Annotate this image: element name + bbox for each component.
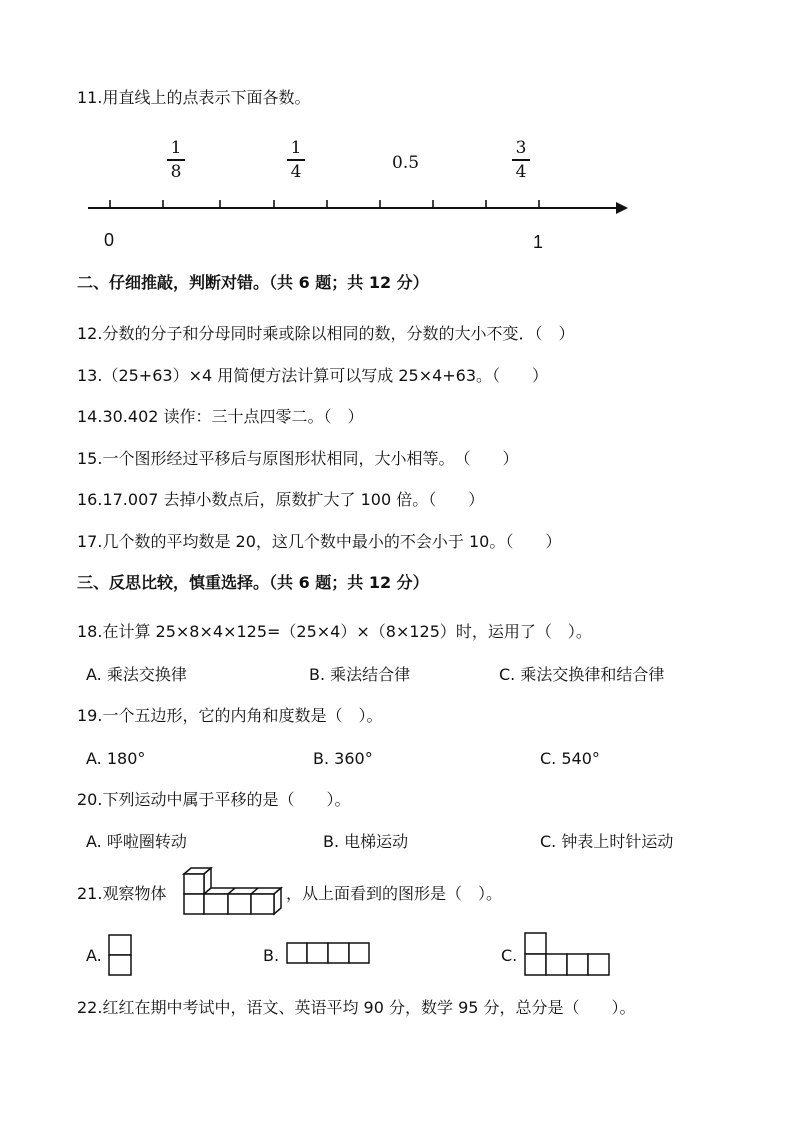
fraction-denominator: 4 xyxy=(515,161,527,182)
question-20: 20.下列运动中属于平移的是（ ）。 xyxy=(77,790,351,809)
option-a: A. xyxy=(86,946,102,965)
question-14: 14.30.402 读作：三十点四零二。（ ） xyxy=(77,407,364,426)
fraction-bar xyxy=(287,159,305,161)
question-18: 18.在计算 25×8×4×125=（25×4）×（8×125）时，运用了（ ）。 xyxy=(77,622,592,641)
fraction-numerator: 1 xyxy=(170,138,182,158)
fraction-bar xyxy=(512,159,530,161)
fraction-one-fourth xyxy=(287,138,305,182)
axis-zero-label: 0 xyxy=(104,230,115,250)
option-a: A. 180° xyxy=(86,749,146,768)
fraction-denominator: 8 xyxy=(170,161,182,182)
option-c: C. 540° xyxy=(540,749,600,768)
section-2-heading: 二、仔细推敲，判断对错。（共 6 题；共 12 分） xyxy=(77,273,429,292)
fraction-one-eighth xyxy=(167,138,185,182)
cube-front-face xyxy=(184,874,204,894)
question-16: 16.17.007 去掉小数点后，原数扩大了 100 倍。（ ） xyxy=(77,490,485,509)
option-a-figure xyxy=(107,933,134,977)
option-c: C. 钟表上时针运动 xyxy=(540,832,674,851)
option-b: B. 乘法结合律 xyxy=(309,665,411,684)
question-15: 15.一个图形经过平移后与原图形状相同，大小相等。 （ ） xyxy=(77,449,519,468)
question-13: 13.（25+63）×4 用简便方法计算可以写成 25×4+63。（ ） xyxy=(77,366,549,385)
cube-row-top-face xyxy=(204,888,281,894)
fraction-numerator: 3 xyxy=(515,138,527,158)
fraction-bar xyxy=(167,159,185,161)
option-c: C. xyxy=(501,946,518,965)
question-19: 19.一个五边形，它的内角和度数是（ ）。 xyxy=(77,706,383,725)
decimal-label: 0.5 xyxy=(392,153,420,173)
fraction-denominator: 4 xyxy=(290,161,302,182)
cube-front-face xyxy=(184,894,204,914)
question-17: 17.几个数的平均数是 20，这几个数中最小的不会小于 10。（ ） xyxy=(77,532,562,551)
option-b-figure xyxy=(285,941,373,967)
question-12: 12.分数的分子和分母同时乘或除以相同的数，分数的大小不变．（ ） xyxy=(77,324,575,343)
fraction-numerator: 1 xyxy=(290,138,302,158)
section-3-heading: 三、反思比较，慎重选择。（共 6 题；共 12 分） xyxy=(77,573,429,592)
fraction-three-fourths xyxy=(512,138,530,182)
arrow-head-icon xyxy=(616,202,628,214)
option-b: B. xyxy=(263,946,280,965)
axis-one-label: 1 xyxy=(533,232,544,252)
question-21-prefix: 21.观察物体 xyxy=(77,884,167,903)
cube-front-face xyxy=(251,894,274,914)
number-line xyxy=(80,196,640,220)
cube-front-face xyxy=(204,894,228,914)
question-22: 22.红红在期中考试中，语文、英语平均 90 分，数学 95 分，总分是（ ）。 xyxy=(77,998,636,1017)
question-11: 11.用直线上的点表示下面各数。 xyxy=(77,88,311,107)
option-b: B. 360° xyxy=(313,749,373,768)
cube-stack-figure xyxy=(181,867,285,917)
option-c: C. 乘法交换律和结合律 xyxy=(499,665,665,684)
cube-front-face xyxy=(228,894,251,914)
option-a: A. 呼啦圈转动 xyxy=(86,832,187,851)
option-b: B. 电梯运动 xyxy=(323,832,409,851)
option-c-figure xyxy=(523,931,613,977)
question-21-suffix: ，从上面看到的图形是（ ）。 xyxy=(286,884,503,903)
option-a: A. 乘法交换律 xyxy=(86,665,187,684)
